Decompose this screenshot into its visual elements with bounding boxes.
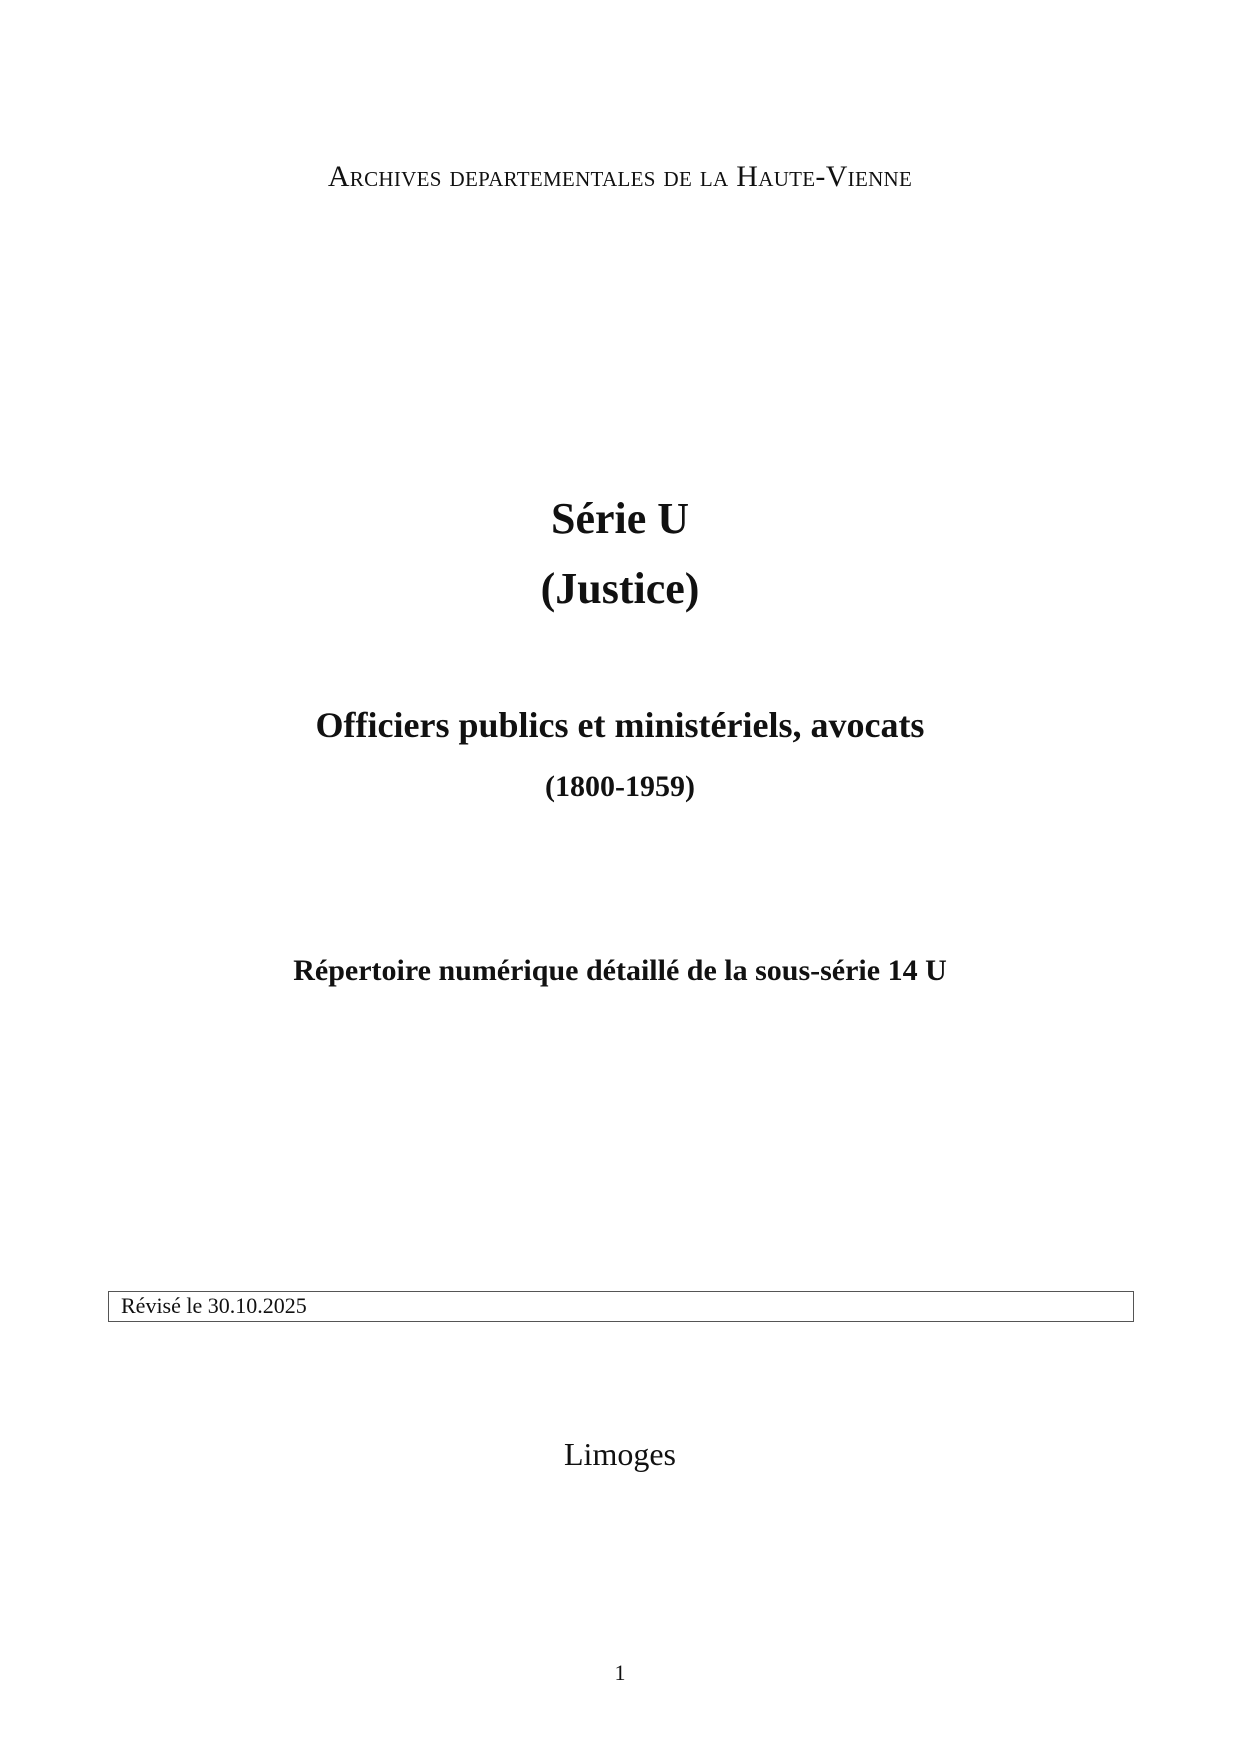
page-number: 1: [614, 1660, 626, 1685]
revision-date-box: Révisé le 30.10.2025: [108, 1291, 1134, 1322]
institution-header: Archives departementales de la Haute-Vienne: [327, 160, 913, 193]
publication-place: Limoges: [564, 1436, 676, 1472]
series-theme: (Justice): [540, 564, 700, 613]
document-title: Officiers publics et ministériels, avocats: [315, 705, 925, 745]
repertoire-title: Répertoire numérique détaillé de la sous-série 14 U: [293, 954, 947, 987]
series-title: Série U: [550, 494, 690, 543]
document-dates: (1800-1959): [545, 770, 695, 803]
